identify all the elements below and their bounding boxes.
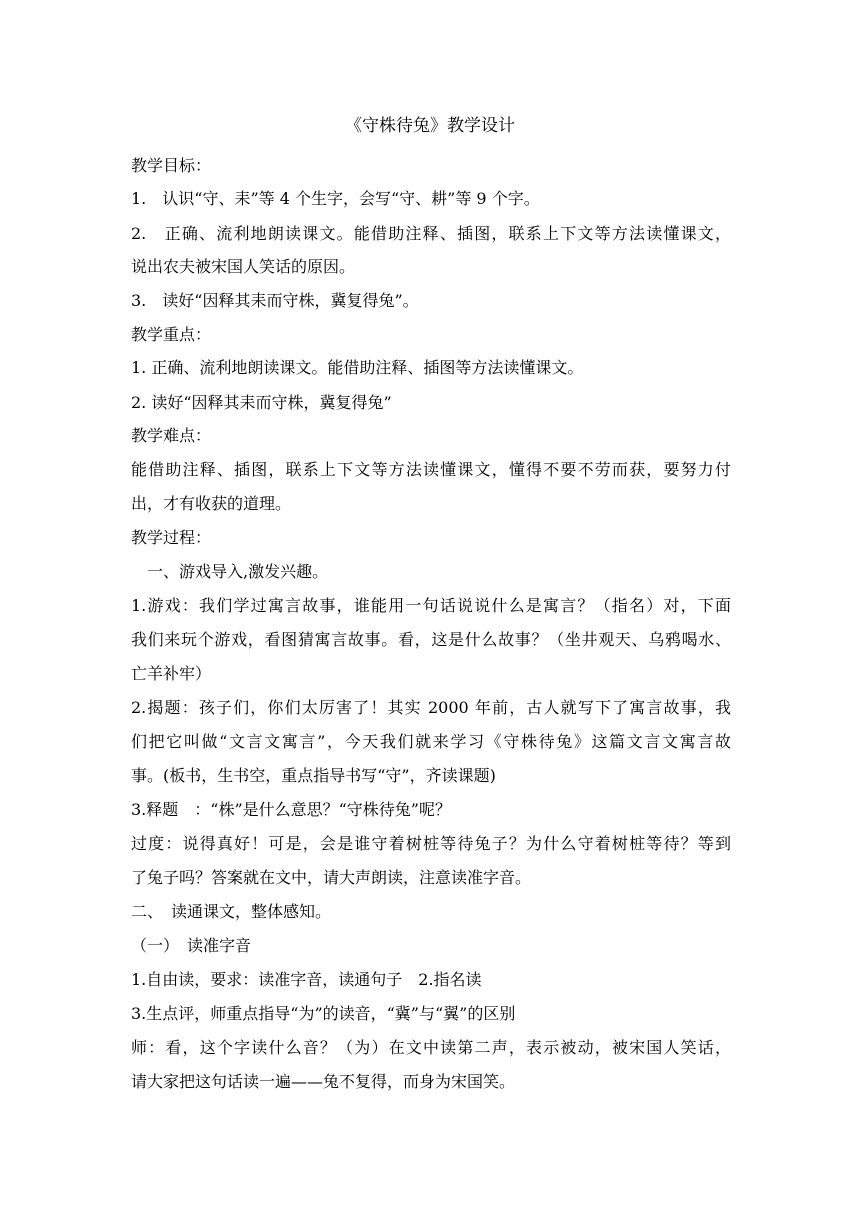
teacher-line-2: 请大家把这句话读一遍——兔不复得，而身为宋国笑。 [131, 1072, 516, 1091]
objective-item-3: 3. 读好“因释其耒而守株，冀复得兔”。 [131, 291, 419, 310]
document-title: 《守株待兔》教学设计 [345, 116, 515, 136]
teacher-line-1: 师：看，这个字读什么音？（为）在文中读第二声，表示被动，被宋国人笑话， [131, 1038, 731, 1057]
key-point-item-2: 2. 读好“因释其耒而守株，冀复得兔” [131, 393, 392, 412]
part-2-item-1: 1.自由读，要求：读准字音，读通句子 2.指名读 [131, 970, 482, 989]
part-1-para-1-line-2: 我们来玩个游戏，看图猜寓言故事。看，这是什么故事？（坐井观天、乌鸦喝水、 [131, 630, 731, 649]
difficulties-heading: 教学难点： [131, 426, 212, 445]
part-1-para-2-line-1: 2.揭题：孩子们，你们太厉害了！其实 2000 年前，古人就写下了寓言故事，我 [131, 698, 731, 717]
difficulties-line-1: 能借助注释、插图，联系上下文等方法读懂课文，懂得不要不劳而获，要努力付 [131, 460, 731, 479]
objective-item-1: 1. 认识“守、耒”等 4 个生字，会写“守、耕”等 9 个字。 [131, 189, 540, 208]
part-1-para-1-line-1: 1.游戏：我们学过寓言故事，谁能用一句话说说什么是寓言？（指名）对，下面 [131, 596, 731, 615]
part-2-item-3: 3.生点评，师重点指导“为”的读音，“冀”与“翼”的区别 [131, 1004, 516, 1023]
part-1-para-3: 3.释题 ：“株”是什么意思？“守株待兔”呢？ [131, 800, 451, 819]
key-points-heading: 教学重点： [131, 325, 212, 344]
transition-line-1: 过度：说得真好！可是，会是谁守着树桩等待兔子？为什么守着树桩等待？等到 [131, 834, 731, 853]
objectives-heading: 教学目标： [131, 156, 212, 175]
key-point-item-1: 1. 正确、流利地朗读课文。能借助注释、插图等方法读懂课文。 [131, 358, 584, 377]
difficulties-line-2: 出，才有收获的道理。 [131, 494, 292, 513]
part-2-heading: 二、 读通课文，整体感知。 [131, 902, 332, 921]
objective-item-2-line-1: 2. 正确、流利地朗读课文。能借助注释、插图，联系上下文等方法读懂课文， [131, 224, 731, 243]
transition-line-2: 了兔子吗？答案就在文中，请大声朗读，注意读准字音。 [131, 868, 532, 887]
objective-item-2-line-2: 说出农夫被宋国人笑话的原因。 [131, 257, 356, 276]
part-1-para-1-line-3: 亡羊补牢） [131, 664, 212, 683]
part-1-para-2-line-2: 们把它叫做“文言文寓言”，今天我们就来学习《守株待兔》这篇文言文寓言故 [131, 732, 731, 751]
part-2-sub-1-heading: （一） 读准字音 [131, 936, 252, 955]
process-heading: 教学过程： [131, 528, 212, 547]
part-1-heading: 一、游戏导入,激发兴趣。 [147, 562, 329, 581]
part-1-para-2-line-3: 事。(板书，生书空，重点指导书写“守”，齐读课题) [131, 766, 496, 785]
